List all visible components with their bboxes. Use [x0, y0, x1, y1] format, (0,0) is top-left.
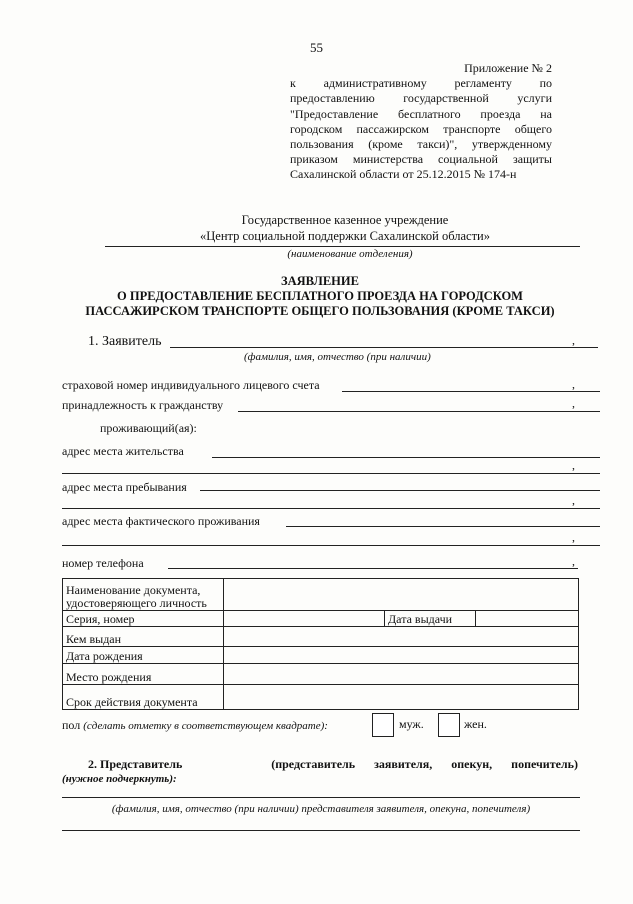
- address-registration-field[interactable]: [212, 457, 600, 458]
- comma: ,: [572, 377, 575, 391]
- doc-name-value[interactable]: [224, 579, 579, 611]
- series-label: Серия, номер: [63, 611, 224, 627]
- appendix-line: городском пассажирском транспорте общего: [290, 121, 552, 136]
- issued-by-label: Кем выдан: [63, 627, 224, 647]
- female-label: жен.: [464, 717, 487, 731]
- comma: ,: [572, 333, 575, 347]
- birth-date-label: Дата рождения: [63, 647, 224, 664]
- representative-name-field[interactable]: [62, 797, 580, 798]
- representative-name-field-2[interactable]: [62, 830, 580, 831]
- title-line: ПАССАЖИРСКОМ ТРАНСПОРТЕ ОБЩЕГО ПОЛЬЗОВАНИЯ (КРОМЕ ТАКСИ): [85, 304, 555, 318]
- snils-label: страховой номер индивидуального лицевого счета: [62, 378, 320, 392]
- representative-caption: (фамилия, имя, отчество (при наличии) представителя заявителя, опекуна, попечителя): [111, 803, 531, 815]
- document-title: [40, 274, 600, 319]
- validity-label: Срок действия документа: [63, 685, 224, 710]
- identity-document-table: [62, 578, 579, 710]
- appendix-line: "Предоставление бесплатного проезда на: [290, 106, 552, 121]
- appendix-line: предоставлению государственной услуги: [290, 91, 552, 106]
- validity-value[interactable]: [224, 685, 579, 710]
- comma: ,: [572, 530, 575, 544]
- representative-hint: (нужное подчеркнуть):: [62, 773, 177, 785]
- applicant-label: 1. Заявитель: [88, 334, 162, 349]
- phone-label: номер телефона: [62, 556, 144, 570]
- organization-block: [110, 212, 580, 244]
- title-line: ЗАЯВЛЕНИЕ: [281, 274, 359, 288]
- birth-place-value[interactable]: [224, 664, 579, 685]
- organization-caption: (наименование отделения): [287, 248, 413, 260]
- comma: ,: [572, 493, 575, 507]
- address-registration-field-2[interactable]: [62, 473, 600, 474]
- address-stay-field[interactable]: [200, 490, 600, 491]
- series-value[interactable]: [224, 611, 385, 627]
- comma: ,: [572, 458, 575, 472]
- organization-underline: [105, 246, 580, 247]
- issue-date-value[interactable]: [476, 611, 579, 627]
- residing-label: проживающий(ая):: [100, 421, 197, 435]
- applicant-name-field[interactable]: [170, 347, 598, 348]
- appendix-line: пользования (кроме такси)", утвержденному: [290, 137, 552, 152]
- issued-by-value[interactable]: [224, 627, 579, 647]
- address-actual-field[interactable]: [286, 526, 600, 527]
- representative-row: [88, 757, 578, 772]
- representative-options[interactable]: (представитель заявителя, опекун, попечитель): [271, 757, 578, 771]
- appendix-line: приказом министерства социальной защиты: [290, 152, 552, 167]
- address-registration-label: адрес места жительства: [62, 444, 184, 458]
- female-checkbox[interactable]: [438, 713, 460, 737]
- gender-prefix: пол: [62, 718, 81, 732]
- gender-row: [62, 718, 328, 733]
- birth-place-label: Место рождения: [63, 664, 224, 685]
- organization-name: «Центр социальной поддержки Сахалинской области»: [200, 229, 490, 243]
- male-label: муж.: [399, 717, 424, 731]
- snils-field[interactable]: [342, 391, 600, 392]
- address-actual-field-2[interactable]: [62, 545, 600, 546]
- appendix-block: [290, 61, 552, 183]
- applicant-name-caption: (фамилия, имя, отчество (при наличии): [244, 351, 431, 363]
- appendix-title: Приложение № 2: [464, 61, 552, 75]
- birth-date-value[interactable]: [224, 647, 579, 664]
- address-stay-label: адрес места пребывания: [62, 480, 187, 494]
- gender-hint: (сделать отметку в соответствующем квадрате):: [83, 720, 328, 732]
- comma: ,: [572, 396, 575, 410]
- citizenship-label: принадлежность к гражданству: [62, 398, 224, 412]
- citizenship-field[interactable]: [238, 411, 600, 412]
- phone-field[interactable]: [168, 568, 578, 569]
- page-number: 55: [310, 40, 323, 55]
- address-stay-field-2[interactable]: [62, 508, 600, 509]
- doc-name-label: Наименование документа, удостоверяющего личность: [63, 579, 224, 611]
- comma: ,: [572, 554, 575, 568]
- male-checkbox[interactable]: [372, 713, 394, 737]
- issue-date-label: Дата выдачи: [385, 611, 476, 627]
- appendix-line: Сахалинской области от 25.12.2015 № 174-н: [290, 167, 517, 182]
- organization-line: Государственное казенное учреждение: [241, 213, 449, 227]
- address-actual-label: адрес места фактического проживания: [62, 514, 260, 528]
- title-line: О ПРЕДОСТАВЛЕНИЕ БЕСПЛАТНОГО ПРОЕЗДА НА ГОРОДСКОМ: [117, 289, 523, 303]
- appendix-line: к административному регламенту по: [290, 76, 552, 91]
- representative-label: 2. Представитель: [88, 757, 183, 771]
